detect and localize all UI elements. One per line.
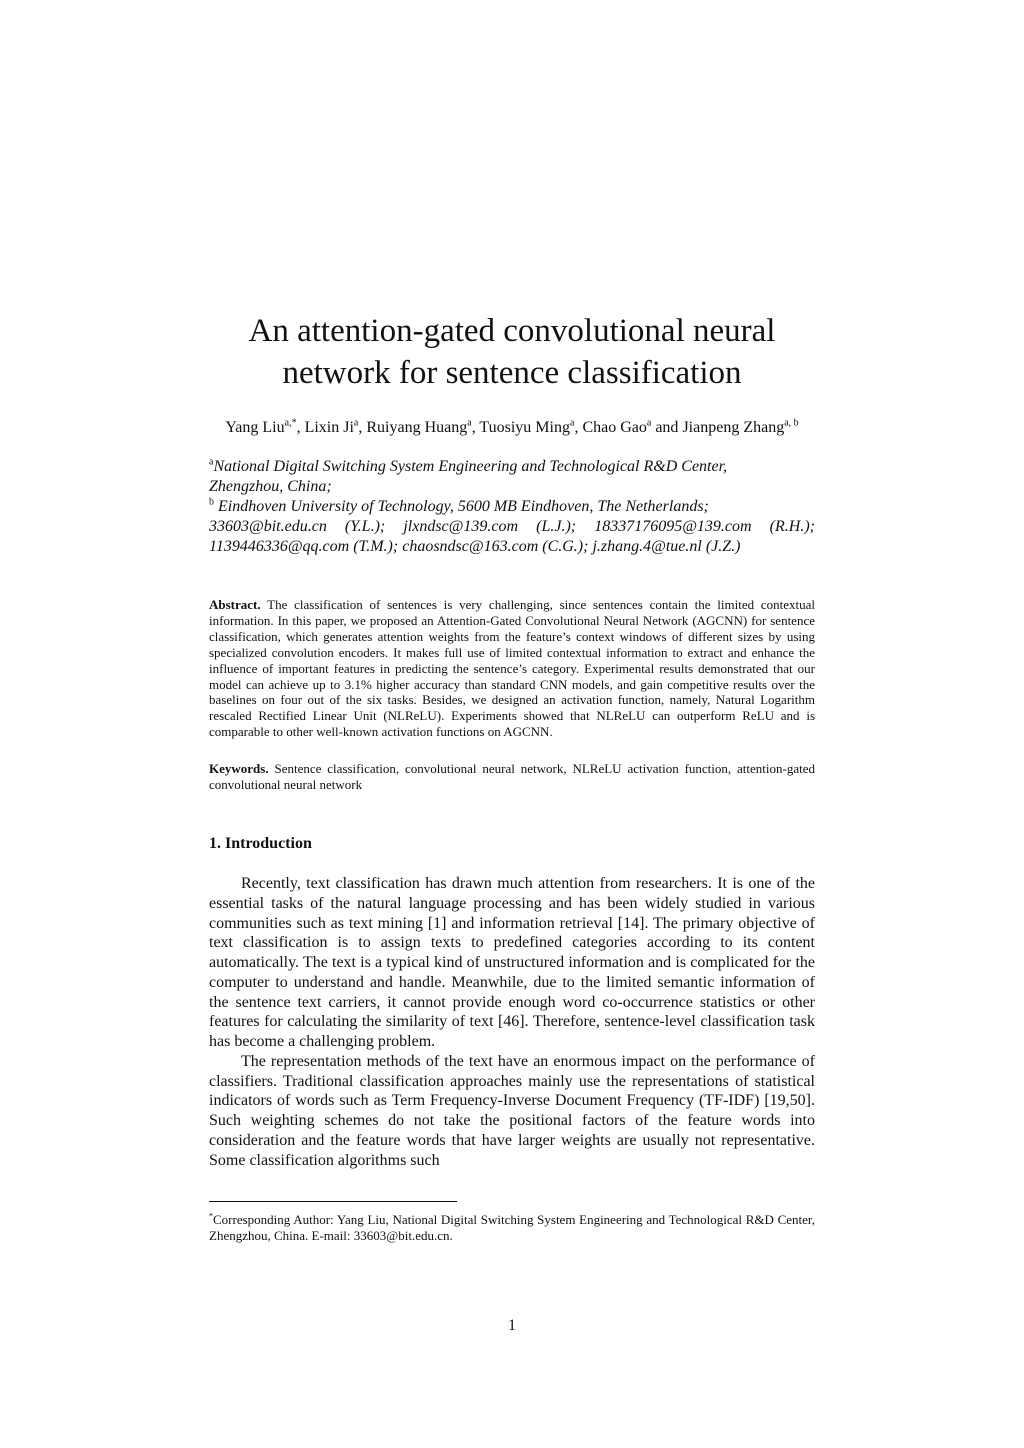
author-affiliation-marker: a: [353, 417, 359, 429]
author-separator: and: [651, 419, 683, 436]
affiliation-b: [209, 497, 815, 517]
author-name: Chao Gao: [582, 419, 647, 436]
affiliations: [209, 457, 815, 557]
author-emails-line-1: 33603@bit.edu.cn (Y.L.); jlxndsc@139.com (L.J.); 18337176095@139.com (R.H.);: [209, 518, 815, 535]
affiliation-marker: b: [209, 496, 214, 508]
paper-title: [150, 310, 874, 394]
affiliation-text: Eindhoven University of Technology, 5600 MB Eindhoven, The Netherlands;: [214, 498, 709, 515]
title-line-1: An attention-gated convolutional neural: [248, 313, 776, 349]
author-affiliation-marker: a: [467, 417, 472, 429]
author-name: Jianpeng Zhang: [682, 419, 785, 436]
author-affiliation-marker: a, b: [784, 417, 799, 429]
body-paragraph: The representation methods of the text have an enormous impact on the performance of classifiers. Traditional classification approaches mainly use the representations of statistical indicators of words such as Term Frequency-Inverse Document Frequency (TF-IDF) [19,50]. Such weighting schemes do not take the positional factors of the feature words into consideration and the feature words that have larger weights are usually not representative. Some classification algorithms such: [209, 1052, 815, 1169]
author-separator: ,: [358, 419, 367, 436]
author-affiliation-marker: a: [646, 417, 652, 429]
author-affiliation-marker: a,*: [284, 417, 297, 429]
affiliation-a-city: Zhengzhou, China;: [209, 478, 332, 495]
affiliation-marker: a: [209, 456, 214, 468]
affiliation-text: National Digital Switching System Engineering and Technological R&D Center,: [213, 458, 728, 475]
affiliation-a: [209, 457, 815, 477]
author-name: Lixin Ji: [304, 419, 354, 436]
abstract: [209, 597, 815, 740]
abstract-label: Abstract.: [209, 597, 261, 612]
author-name: Ruiyang Huang: [366, 419, 468, 436]
section-body: [209, 874, 815, 1170]
footnote-text: Corresponding Author: Yang Liu, National Digital Switching System Engineering and Technological R&D Center, Zhengzhou, China. E-mail: 33603@bit.edu.cn.: [209, 1212, 815, 1243]
footnote: [209, 1212, 815, 1244]
keywords: [209, 761, 815, 793]
body-paragraph: Recently, text classification has drawn much attention from researchers. It is one of the essential tasks of the natural language processing and has been widely studied in various communities such as text mining [1] and information retrieval [14]. The primary objective of text classification is to assign texts to predefined categories according to its content automatically. The text is a typical kind of unstructured information and is complicated for the computer to understand and handle. Meanwhile, due to the limited semantic information of the sentence text carriers, it cannot provide enough word co-occurrence statistics or other features for calculating the similarity of text [46]. Therefore, sentence-level classification task has become a challenging problem.: [209, 875, 815, 1050]
keywords-text: Sentence classification, convolutional neural network, NLReLU activation function, attention-gated convolutional neural network: [209, 761, 815, 792]
author-separator: ,: [574, 419, 583, 436]
author-separator: ,: [471, 419, 480, 436]
page-number: 1: [508, 1317, 516, 1334]
author-name: Yang Liu: [225, 419, 285, 436]
author-separator: ,: [296, 419, 305, 436]
author-list: [209, 418, 815, 437]
footnote-divider: [209, 1201, 457, 1202]
author-affiliation-marker: a: [569, 417, 575, 429]
author-emails-line-2: 1139446336@qq.com (T.M.); chaosndsc@163.com (C.G.); j.zhang.4@tue.nl (J.Z.): [209, 538, 741, 555]
footnote-marker: *: [209, 1211, 213, 1221]
title-line-2: network for sentence classification: [282, 355, 742, 391]
section-heading: 1. Introduction: [209, 835, 312, 852]
abstract-text: The classification of sentences is very challenging, since sentences contain the limited contextual information. In this paper, we proposed an Attention-Gated Convolutional Neural Network (AGCNN) for sentence classification, which generates attention weights from the feature’s context windows of different sizes by using specialized convolution encoders. It makes full use of limited contextual information to extract and enhance the influence of important features in predicting the sentence’s category. Experimental results demonstrated that our model can achieve up to 3.1% higher accuracy than standard CNN models, and gain competitive results over the baselines on four out of the six tasks. Besides, we designed an activation function, namely, Natural Logarithm rescaled Rectified Linear Unit (NLReLU). Experiments showed that NLReLU can outperform ReLU and is comparable to other well-known activation functions on AGCNN.: [209, 597, 816, 740]
author-name: Tuosiyu Ming: [479, 419, 570, 436]
keywords-label: Keywords.: [209, 761, 269, 776]
